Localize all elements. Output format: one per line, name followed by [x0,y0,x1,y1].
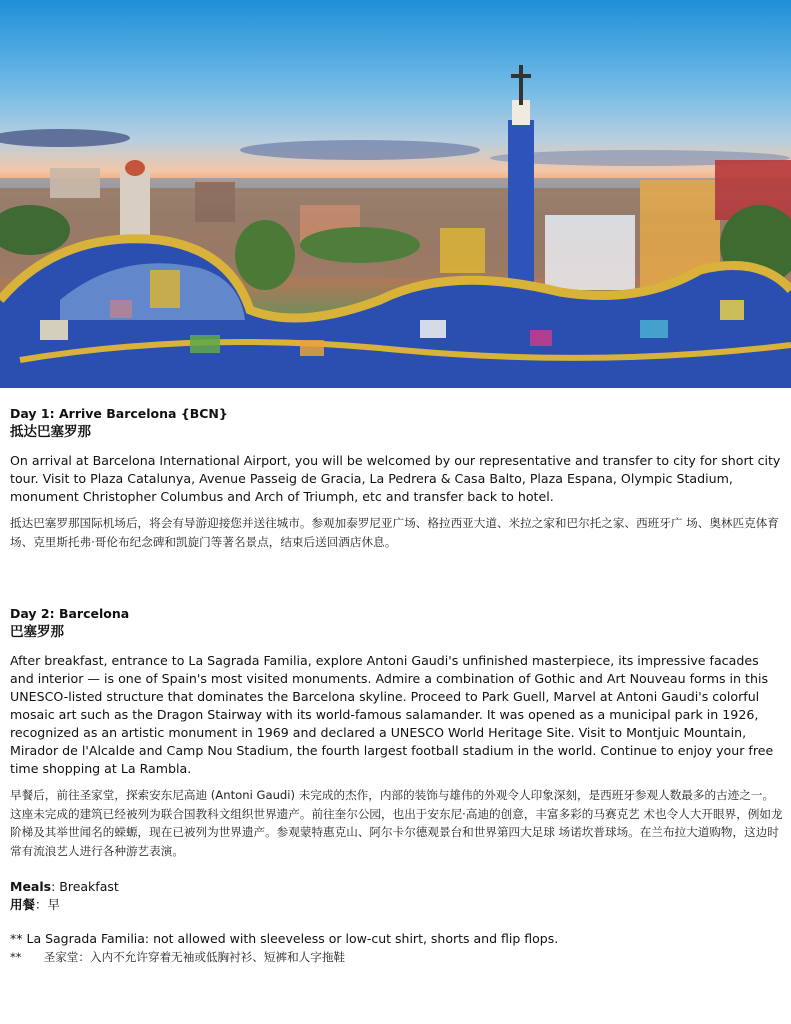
meals-section [10,878,785,967]
day2-body-cn: 早餐后，前往圣家堂，探索安东尼高迪 (Antoni Gaudi) 未完成的杰作，内部的装饰与雄伟的外观令人印象深刻，是西班牙参观人数最多的古迹之一。这座未完成的建筑已经被列为联合国教科文组织世界遗产。前往奎尔公园，也出于安东尼·高迪的创意，丰富多彩的马赛克艺 术也令人大开眼界，例如龙阶梯及其举世闻名的蝾螈，现在已被列为世界遗产。参观蒙特惠克山、阿尔卡尔德观景台和世界第四大足球 场诺坎普球场。在兰布拉大道购物，这边时常有流浪艺人进行各种游艺表演。 [10,788,783,858]
meals-line [10,878,785,896]
dress-code-note-cn: 圣家堂：入内不允许穿着无袖或低胸衬衫、短裤和人字拖鞋 [43,950,346,964]
day1-body-cn: 抵达巴塞罗那国际机场后，将会有导游迎接您并送往城市。参观加泰罗尼亚广场、格拉西亚大道、米拉之家和巴尔托之家、西班牙广 场、奥林匹克体育场、克里斯托弗·哥伦布纪念碑和凯旋门等著名景点，结束后送回酒店休息。 [10,516,779,549]
day2-body: After breakfast, entrance to La Sagrada Familia, explore Antoni Gaudi's unfinished masterpiece, its impressive facades and interior — is one of Spain's most visited monuments. Admire a combination of Gothic and Art Nouveau forms in this UNESCO-listed structure that dominates the Barcelona skyline. Proceed to Park Guell, Marvel at Antoni Gaudi's colorful mosaic art such as the Dragon Stairway with its world-famous salamander. It was opened as a municipal park in 1926, recognized as an artistic monument in 1969 and declared a UNESCO World Heritage Site. Visit to Montjuic Mountain, Mirador de l'Alcalde and Camp Nou Stadium, the fourth largest football stadium in the world. Continue to enjoy your free time shopping at La Rambla. [10,653,774,776]
hero-photo [0,0,791,388]
meals-label: Meals [10,879,52,894]
meals-line-cn [10,896,785,914]
meals-value-cn: ：早 [35,897,61,912]
day1-body: On arrival at Barcelona International Airport, you will be welcomed by our representative and transfer to city for short city tour. Visit to Plaza Catalunya, Avenue Passeig de Gracia, La Pedrera & Casa Balto, Plaza Espana, Olympic Stadium, monument Christopher Columbus and Arch of Triumph, etc and transfer back to hotel. [10,453,781,504]
day1-title-cn: 抵达巴塞罗那 [10,424,91,440]
day2-title: Day 2: Barcelona [10,606,130,621]
dress-code-note: ** La Sagrada Familia: not allowed with sleeveless or low-cut shirt, shorts and flip flops. [10,931,559,946]
meals-value: : Breakfast [51,879,119,894]
day2-title-cn: 巴塞罗那 [10,624,64,640]
day1-title: Day 1: Arrive Barcelona {BCN} [10,406,228,421]
dress-code-note-cn-prefix: ** [10,950,22,964]
day2-section [10,606,785,860]
day1-section [10,406,785,551]
dress-code-note-cn-line [10,948,785,967]
park-guell-mosaic-photo [0,0,791,388]
meals-label-cn: 用餐 [10,897,36,912]
